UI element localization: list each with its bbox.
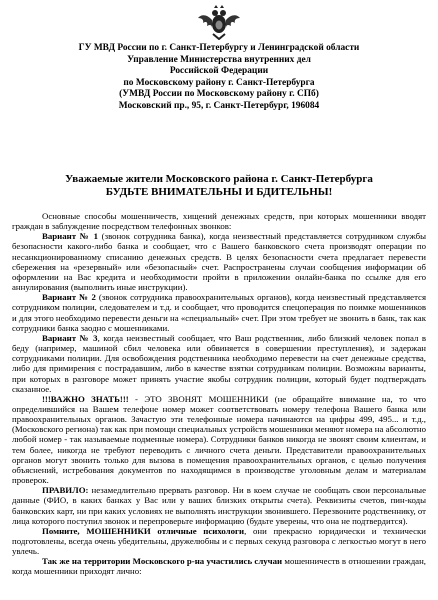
district-paragraph [12,556,426,576]
header-line: Московский пр., 95, г. Санкт-Петербург, 196084 [118,100,320,111]
remember-prefix: Помните, [42,525,87,536]
organization-header [0,43,438,113]
eagle-emblem-icon [197,4,241,40]
important-text: - ЭТО ЗВОНЯТ МОШЕННИКИ (не обращайте внимание на, то что определившийся на Вашем телефоне номер может соответствовать номеру телефона Вашего банка или правоохранительных органов. Зачастую эти телефонные номера начинаются на цифры 499, 495... и т.д., (Московского региона) так как при помощи специальных устройств мошенники меняют номера на абсолютно любой номер - так называемые подменные номера). Сотрудники банков никогда не звонят своим клиентам, и тем более, никогда не требуют переводить с личного счета деньги. Представители правоохранительных органов могут звонить только для вызова в помещения правоохранительных органов, с целью получения объяснений, истребования документов по находящимся в производстве уголовным делам и материалам проверок. [12,393,427,486]
district-text: мошенничеств в отношении граждан, когда мошенники приходят лично: [12,556,426,577]
header-line: Российской Федерации [169,66,269,77]
variant-2-text: (звонок сотрудника правоохранительных органов), когда неизвестный представляется сотрудником полиции, следователем и т.д. и сообщает, что проводится спецоперация по поимке мошенников и для этого необходимо перевести деньги на «специальный» счет. При этом требует не звонить в банк, так как сотрудники банка заодно с мошенниками. [12,292,426,333]
notice-title [0,173,438,198]
variant-1-text: (звонок сотрудника банка), когда неизвестный представляется сотрудником службы безопасности какого-либо банка и сообщает, что с Вашего банковского счета производят операции по несанкционированному списанию денежных средств. В целях безопасности счета предлагает перевести сбережения на «резервный» или «безопасный» счет. Распространены случаи сообщения информации об оформлении на Вас кредита и необходимости пройти в приложении онлайн-банка по ссылке для его аннулирования (выполнить иные инструкции). [12,231,427,293]
variant-2-paragraph [12,292,426,333]
variant-3-text: , когда неизвестный сообщает, что Ваш родственник, либо близкий человек попал в беду (например, машиной сбил человека или обвиняется в совершении преступления), и задержан сотрудниками полиции. Для освобождения родственника необходимо перевести на счет денежные средства, либо для примирения с пострадавшим, либо в качестве взятки сотрудникам полиции. Возможны варианты, при которых в разговоре может принять участие якобы сотрудник полиции, который будет подтверждать сказанное. [12,332,426,394]
header-line: ГУ МВД России по г. Санкт-Петербургу и Ленинградской области [78,43,360,53]
rule-text: незамедлительно прервать разговор. Ни в коем случае не сообщать свои персональные данные (ФИО, в каких банках у Вас или у ваших близких открыты счета). Реквизиты счетов, пин-коды банковских карт, ни при каких условиях не выполнять инструкции звонившего. Перезвоните родственнику, от лица которого поступил звонок и перепроверьте информацию (будьте уверены, что она не подтвердится). [12,485,426,526]
district-emphasis: Так же на территории Московского р-на участились случаи [42,556,283,567]
header-line: по Московскому району г. Санкт-Петербурга [123,77,315,88]
variant-3-paragraph [12,333,426,394]
rule-label: ПРАВИЛО: [42,485,89,496]
title-line-2: БУДЬТЕ ВНИМАТЕЛЬНЫ И БДИТЕЛЬНЫ! [105,185,333,198]
variant-1-paragraph [12,231,426,292]
rule-paragraph [12,485,426,526]
intro-paragraph [12,211,426,231]
variant-3-label: Вариант № 3 [42,332,98,343]
remember-paragraph [12,526,426,556]
header-line: Управление Министерства внутренних дел [127,54,311,65]
variant-1-label: Вариант № 1 [42,231,99,242]
important-paragraph [12,394,426,485]
important-label: !!!ВАЖНО ЗНАТЬ!!! [42,393,129,404]
variant-2-label: Вариант № 2 [42,292,96,303]
header-line: (УМВД России по Московскому району г. СПб) [119,89,319,100]
remember-emphasis: МОШЕННИКИ отличные психологи [86,525,245,536]
title-line-1: Уважаемые жители Московского района г. Санкт-Петербурга [65,173,373,185]
notice-body [12,211,426,577]
remember-text: , они прекрасно юридически и технически подготовлены, всегда очень убедительны, дружелюбны и с первых секунд разговора с легкостью могут в него увлечь. [12,525,426,557]
intro-text: Основные способы мошенничеств, хищений денежных средств, при которых мошенники вводят граждан в заблуждение посредством телефонных звонков: [12,211,426,232]
